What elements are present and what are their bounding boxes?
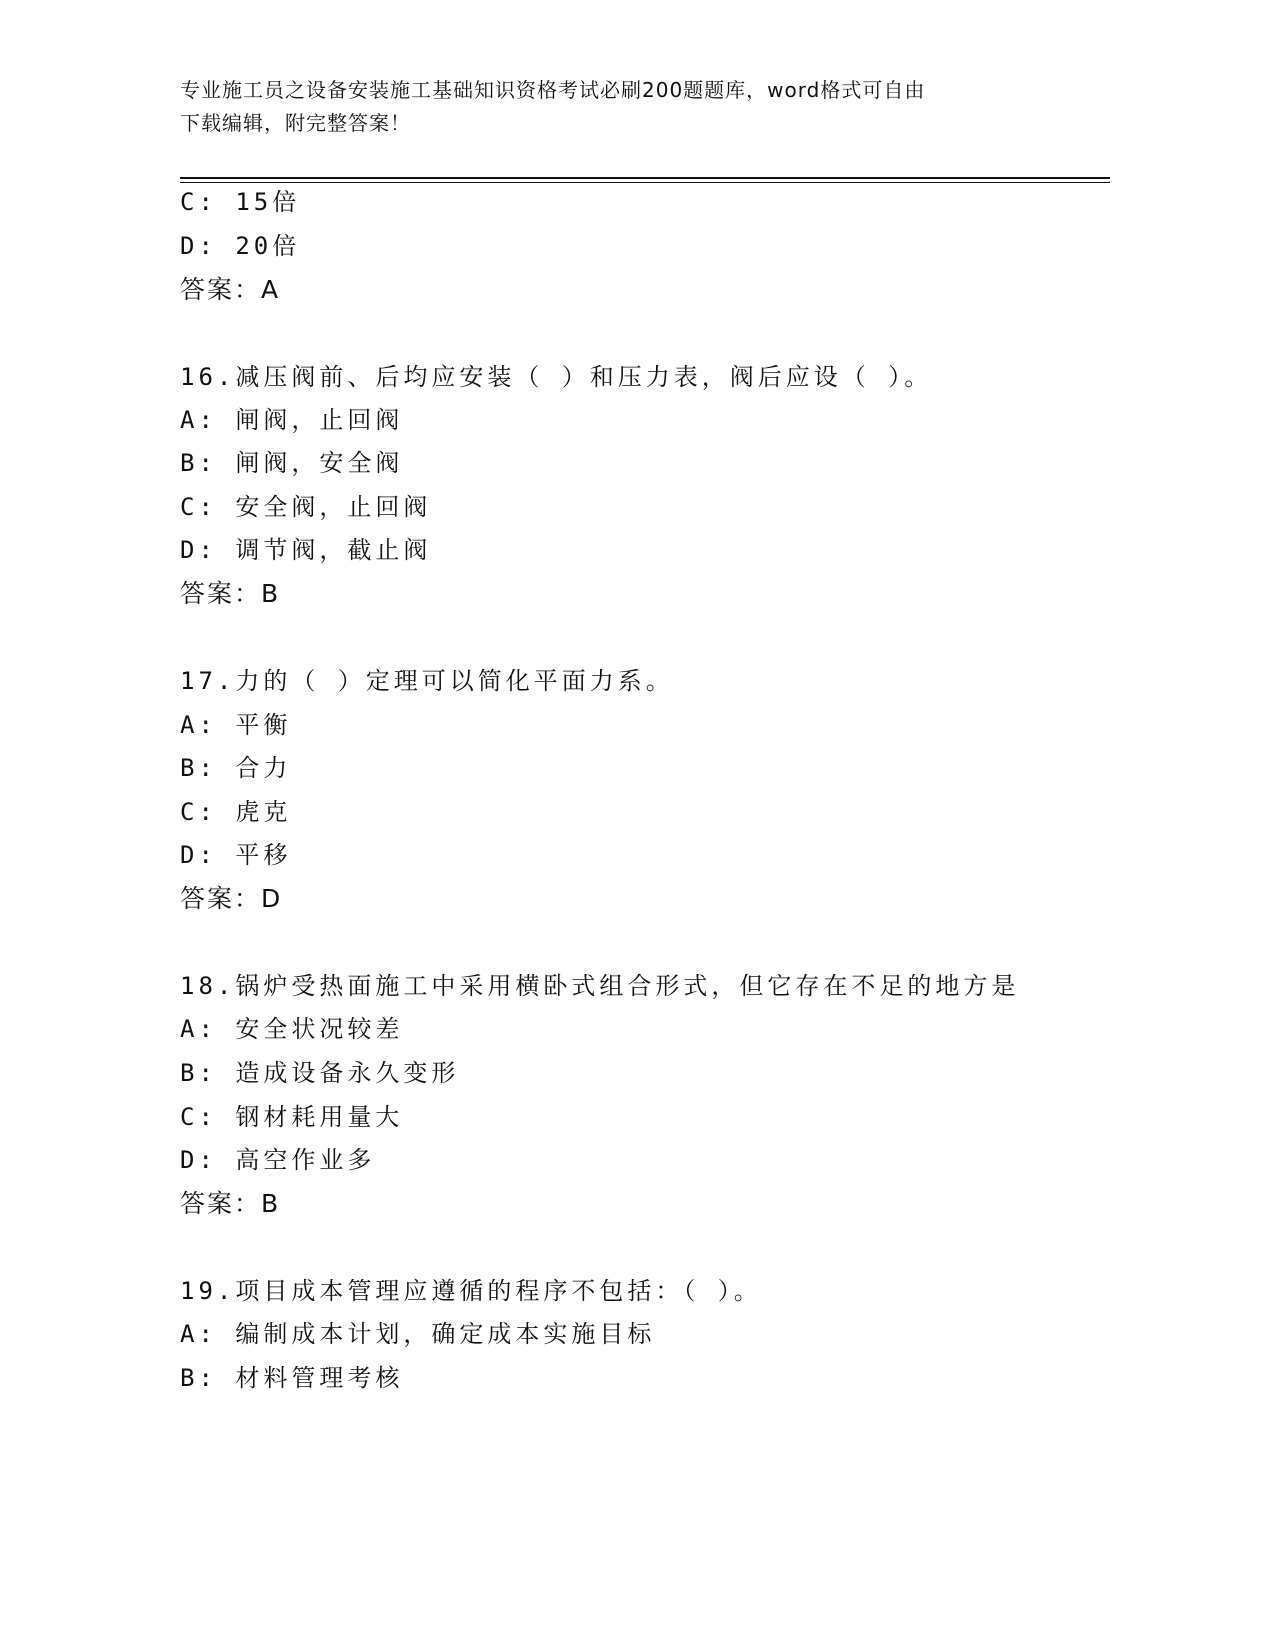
q17-answer: 答案：D xyxy=(180,884,283,913)
q18-answer: 答案：B xyxy=(180,1189,281,1218)
header-divider-thick xyxy=(180,177,1110,179)
q15-option-c: C: 15倍 xyxy=(180,188,301,216)
q16-option-b: B: 闸阀，安全阀 xyxy=(180,449,404,477)
q19-option-a: A: 编制成本计划，确定成本实施目标 xyxy=(180,1320,656,1348)
q19-option-b: B: 材料管理考核 xyxy=(180,1364,404,1392)
header-line-1: 专业施工员之设备安装施工基础知识资格考试必刷200题题库，word格式可自由 xyxy=(180,78,926,102)
q16-answer: 答案：B xyxy=(180,579,281,608)
q16-option-d: D: 调节阀，截止阀 xyxy=(180,536,432,564)
q18-option-d: D: 高空作业多 xyxy=(180,1146,376,1174)
q17-option-d: D: 平移 xyxy=(180,841,292,869)
q16-option-a: A: 闸阀，止回阀 xyxy=(180,406,404,434)
header-divider-thin xyxy=(180,182,1110,183)
q16-option-c: C: 安全阀，止回阀 xyxy=(180,493,432,521)
q17-option-c: C: 虎克 xyxy=(180,798,292,826)
q16-question: 16.减压阀前、后均应安装（ ）和压力表，阀后应设（ ）。 xyxy=(180,363,933,391)
q15-answer: 答案：A xyxy=(180,275,281,304)
q18-question: 18.锅炉受热面施工中采用横卧式组合形式，但它存在不足的地方是 xyxy=(180,972,1020,1000)
q18-option-a: A: 安全状况较差 xyxy=(180,1015,404,1043)
q18-option-c: C: 钢材耗用量大 xyxy=(180,1103,404,1131)
header-line-2: 下载编辑，附完整答案！ xyxy=(180,111,411,135)
q19-question: 19.项目成本管理应遵循的程序不包括：（ ）。 xyxy=(180,1277,762,1305)
document-header xyxy=(180,74,1040,140)
q17-option-b: B: 合力 xyxy=(180,754,292,782)
q18-option-b: B: 造成设备永久变形 xyxy=(180,1059,460,1087)
q17-question: 17.力的（ ）定理可以简化平面力系。 xyxy=(180,667,674,695)
q17-option-a: A: 平衡 xyxy=(180,711,292,739)
q15-option-d: D: 20倍 xyxy=(180,232,301,260)
